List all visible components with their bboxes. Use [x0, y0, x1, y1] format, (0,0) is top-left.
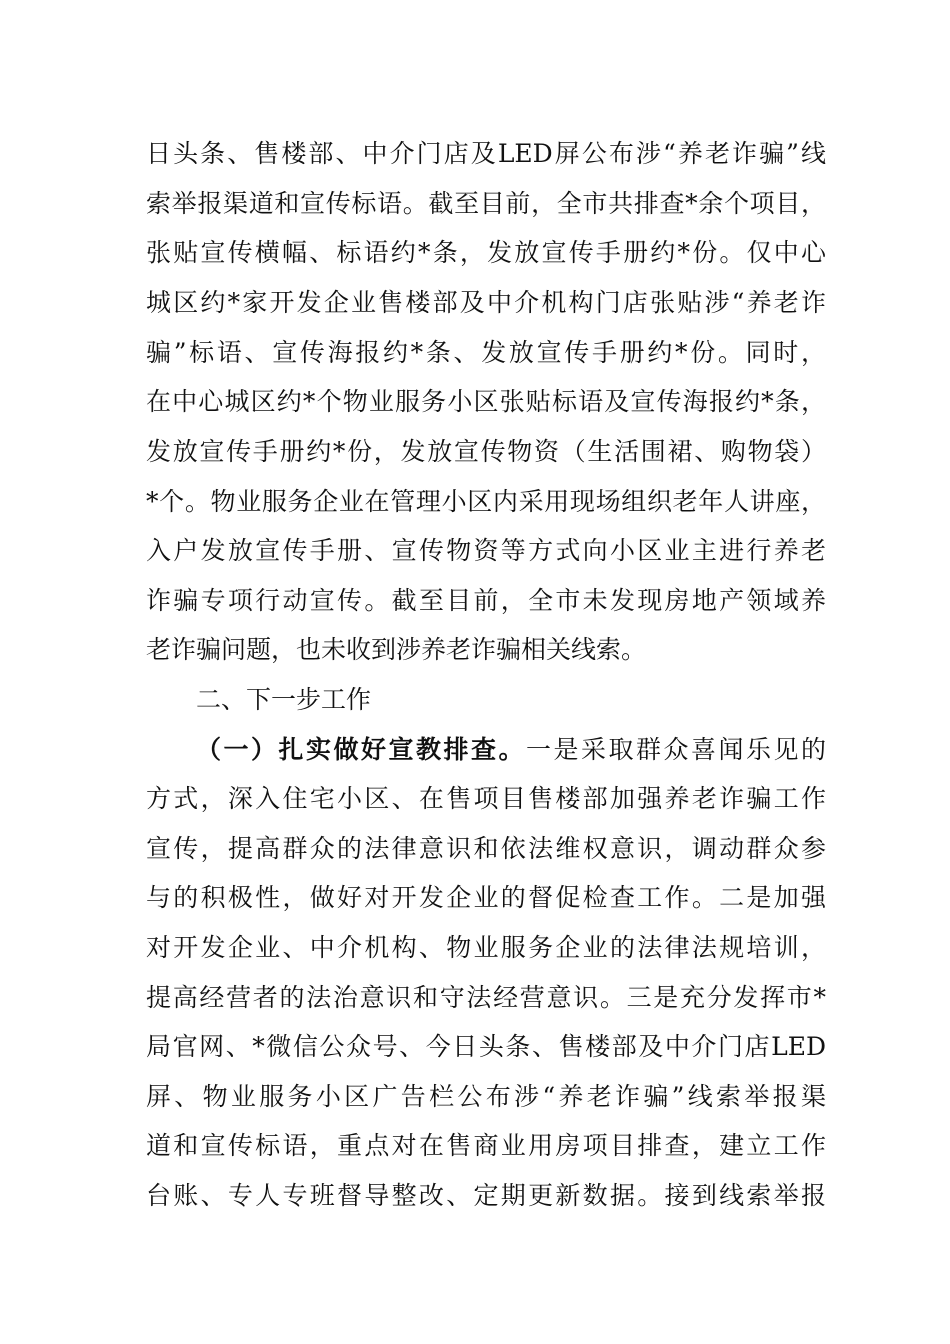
paragraph-line: 方式，深入住宅小区、在售项目售楼部加强养老诈骗工作: [146, 784, 826, 813]
paragraph-line: 发放宣传手册约*份，发放宣传物资（生活围裙、购物袋）: [146, 437, 826, 466]
paragraph-line: 老诈骗问题，也未收到涉养老诈骗相关线索。: [146, 635, 647, 664]
section-heading: 二、下一步工作: [196, 685, 372, 714]
paragraph-line: 入户发放宣传手册、宣传物资等方式向小区业主进行养老: [146, 536, 826, 565]
paragraph-line: 索举报渠道和宣传标语。截至目前，全市共排查*余个项目，: [146, 189, 826, 218]
paragraph-line: 屏、物业服务小区广告栏公布涉“养老诈骗”线索举报渠: [146, 1082, 826, 1111]
paragraph-line: 在中心城区约*个物业服务小区张贴标语及宣传海报约*条，: [146, 387, 826, 416]
paragraph-line: 城区约*家开发企业售楼部及中介机构门店张贴涉“养老诈: [146, 288, 826, 317]
paragraph-line: 对开发企业、中介机构、物业服务企业的法律法规培训，: [146, 933, 826, 962]
paragraph-line: 提高经营者的法治意识和守法经营意识。三是充分发挥市*: [146, 983, 826, 1012]
paragraph-line: 道和宣传标语，重点对在售商业用房项目排查，建立工作: [146, 1131, 826, 1160]
paragraph-line: 骗”标语、宣传海报约*条、发放宣传手册约*份。同时，: [146, 338, 826, 367]
paragraph-line: 宣传，提高群众的法律意识和依法维权意识，调动群众参: [146, 834, 826, 863]
subsection-first-line-text: 一是采取群众喜闻乐见的: [525, 735, 826, 764]
paragraph-line: 张贴宣传横幅、标语约*条，发放宣传手册约*份。仅中心: [146, 238, 826, 267]
paragraph-line: 诈骗专项行动宣传。截至目前，全市未发现房地产领域养: [146, 586, 826, 615]
subsection-title: （一）扎实做好宣教排查。: [196, 735, 526, 764]
paragraph-line: 局官网、*微信公众号、今日头条、售楼部及中介门店LED: [146, 1032, 826, 1061]
paragraph-line: 与的积极性，做好对开发企业的督促检查工作。二是加强: [146, 883, 826, 912]
paragraph-line: 日头条、售楼部、中介门店及LED屏公布涉“养老诈骗”线: [146, 139, 826, 168]
paragraph-line: 台账、专人专班督导整改、定期更新数据。接到线索举报: [146, 1181, 826, 1210]
paragraph-line: *个。物业服务企业在管理小区内采用现场组织老年人讲座，: [146, 487, 826, 516]
subsection-first-line: [196, 732, 826, 768]
